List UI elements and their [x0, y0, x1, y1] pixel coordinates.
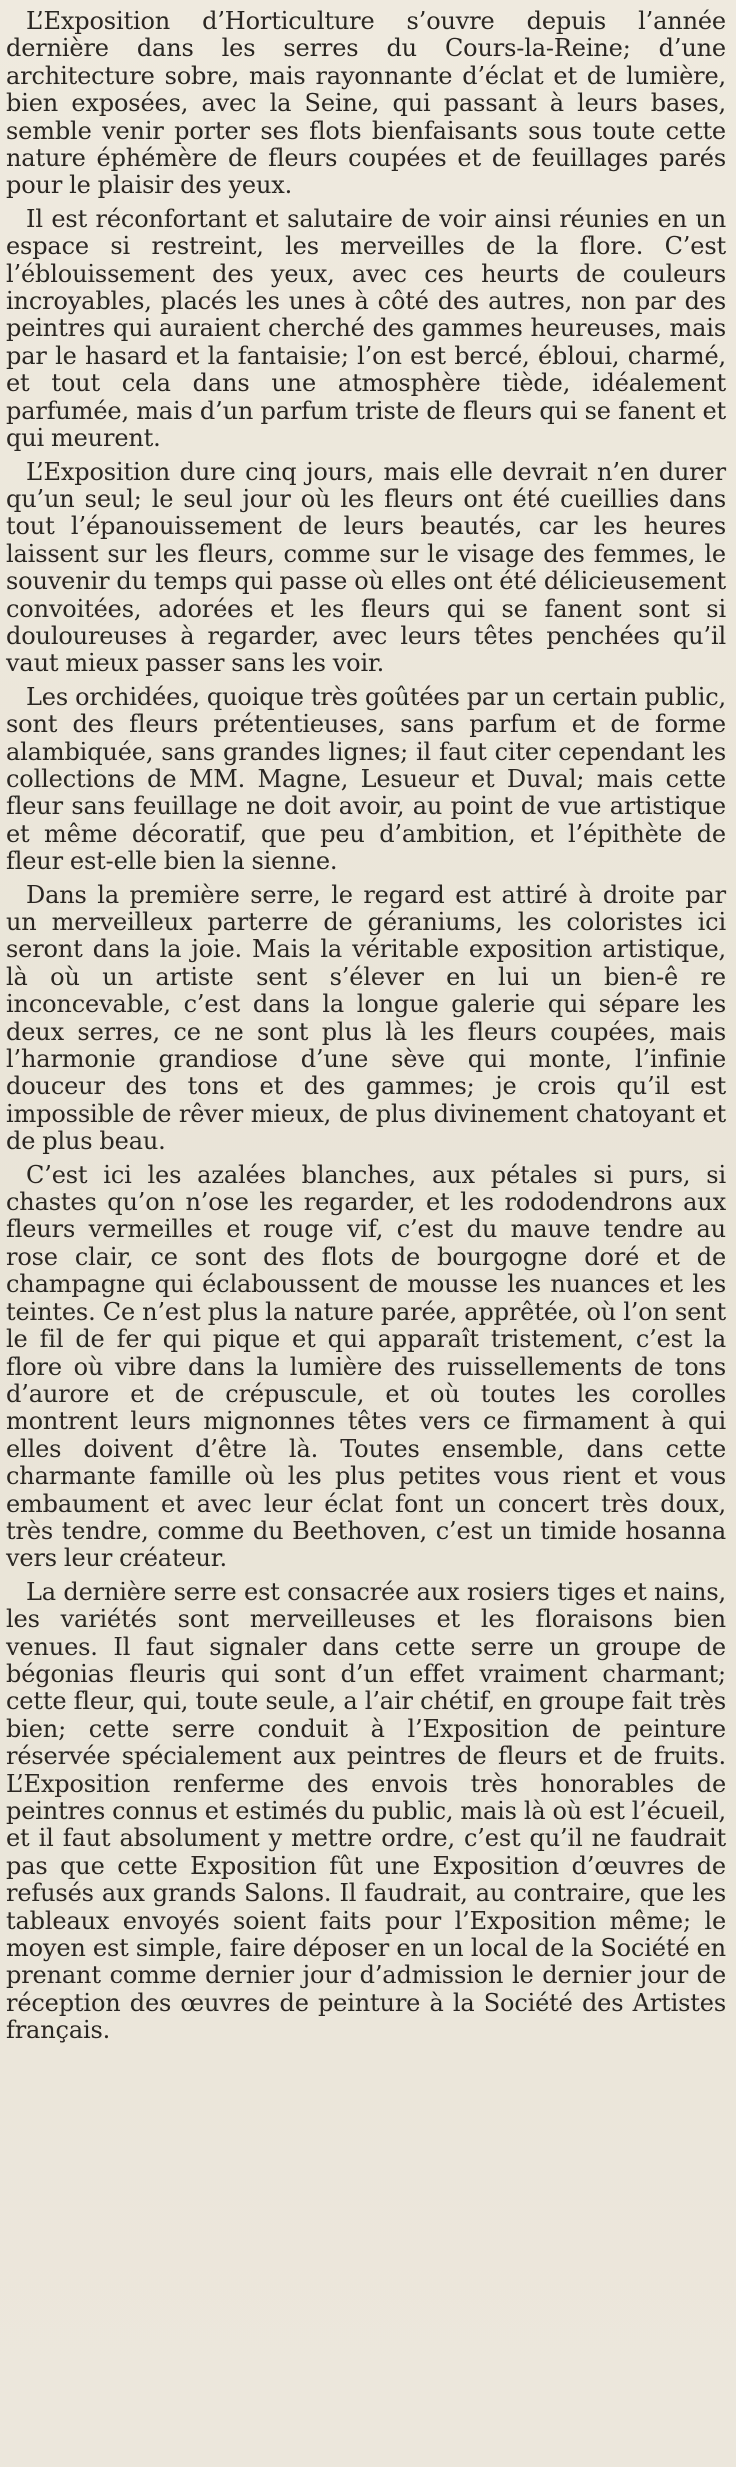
- paragraph-7: La dernière serre est consacrée aux rosiers tiges et nains, les variétés sont merveilleuses et les floraisons bien venues. Il faut signaler dans cette serre un groupe de bégonias fleuris qui sont d’un effet vraiment charmant; cette fleur, qui, toute seule, a l’air chétif, en groupe fait très bien; cette serre conduit à l’Exposition de peinture réservée spécialement aux peintres de fleurs et de fruits. L’Exposition renferme des envois très honorables de peintres connus et estimés du public, mais là où est l’écueil, et il faut absolument y mettre ordre, c’est qu’il ne faudrait pas que cette Exposition fût une Exposition d’œuvres de refusés aux grands Salons. Il faudrait, au contraire, que les tableaux envoyés soient faits pour l’Exposition même; le moyen est simple, faire déposer en un local de la Société en prenant comme dernier jour d’admission le dernier jour de réception des œuvres de peinture à la Société des Artistes français.: [6, 1577, 726, 2045]
- paragraph-2: Il est réconfortant et salutaire de voir ainsi réunies en un espace si restreint, les merveilles de la flore. C’est l’éblouissement des yeux, avec ces heurts de couleurs incroyables, placés les unes à côté des autres, non par des peintres qui auraient cherché des gammes heureuses, mais par le hasard et la fantaisie; l’on est bercé, ébloui, charmé, et tout cela dans une atmosphère tiède, idéalement parfumée, mais d’un parfum triste de fleurs qui se fanent et qui meurent.: [6, 204, 726, 453]
- paragraph-1: L’Exposition d’Horticulture s’ouvre depuis l’année dernière dans les serres du Cours-la-Reine; d’une architecture sobre, mais rayonnante d’éclat et de lumière, bien exposées, avec la Seine, qui passant à leurs bases, semble venir porter ses flots bienfaisants sous toute cette nature éphémère de fleurs coupées et de feuillages parés pour le plaisir des yeux.: [6, 7, 726, 200]
- paragraph-5: Dans la première serre, le regard est attiré à droite par un merveilleux parterre de géraniums, les coloristes ici seront dans la joie. Mais la véritable exposition artistique, là où un artiste sent s’élever en lui un bien-ê re inconcevable, c’est dans la longue galerie qui sépare les deux serres, ce ne sont plus là les fleurs coupées, mais l’harmonie grandiose d’une sève qui monte, l’infinie douceur des tons et des gammes; je crois qu’il est impossible de rêver mieux, de plus divinement chatoyant et de plus beau.: [6, 880, 726, 1156]
- paragraph-3: L’Exposition dure cinq jours, mais elle devrait n’en durer qu’un seul; le seul jour où les fleurs ont été cueillies dans tout l’épanouissement de leurs beautés, car les heures laissent sur les fleurs, comme sur le visage des femmes, le souvenir du temps qui passe où elles ont été délicieusement convoitées, adorées et les fleurs qui se fanent sont si douloureuses à regarder, avec leurs têtes penchées qu’il vaut mieux passer sans les voir.: [6, 457, 726, 678]
- paragraph-6: C’est ici les azalées blanches, aux pétales si purs, si chastes qu’on n’ose les regarder, et les rododendrons aux fleurs vermeilles et rouge vif, c’est du mauve tendre au rose clair, ce sont des flots de bourgogne doré et de champagne qui éclaboussent de mousse les nuances et les teintes. Ce n’est plus la nature parée, apprêtée, où l’on sent le fil de fer qui pique et qui apparaît tristement, c’est la flore où vibre dans la lumière des ruissellements de tons d’aurore et de crépuscule, et où toutes les corolles montrent leurs mignonnes têtes vers ce firmament à qui elles doivent d’être là. Toutes ensemble, dans cette charmante famille où les plus petites vous rient et vous embaument et avec leur éclat font un concert très doux, très tendre, comme du Beethoven, c’est un timide hosanna vers leur créateur.: [6, 1160, 726, 1573]
- paragraph-4: Les orchidées, quoique très goûtées par un certain public, sont des fleurs prétentieuses, sans parfum et de forme alambiquée, sans grandes lignes; il faut citer cependant les collections de MM. Magne, Lesueur et Duval; mais cette fleur sans feuillage ne doit avoir, au point de vue artistique et même décoratif, que peu d’ambition, et l’épithète de fleur est-elle bien la sienne.: [6, 682, 726, 876]
- article-text: [6, 8, 726, 2045]
